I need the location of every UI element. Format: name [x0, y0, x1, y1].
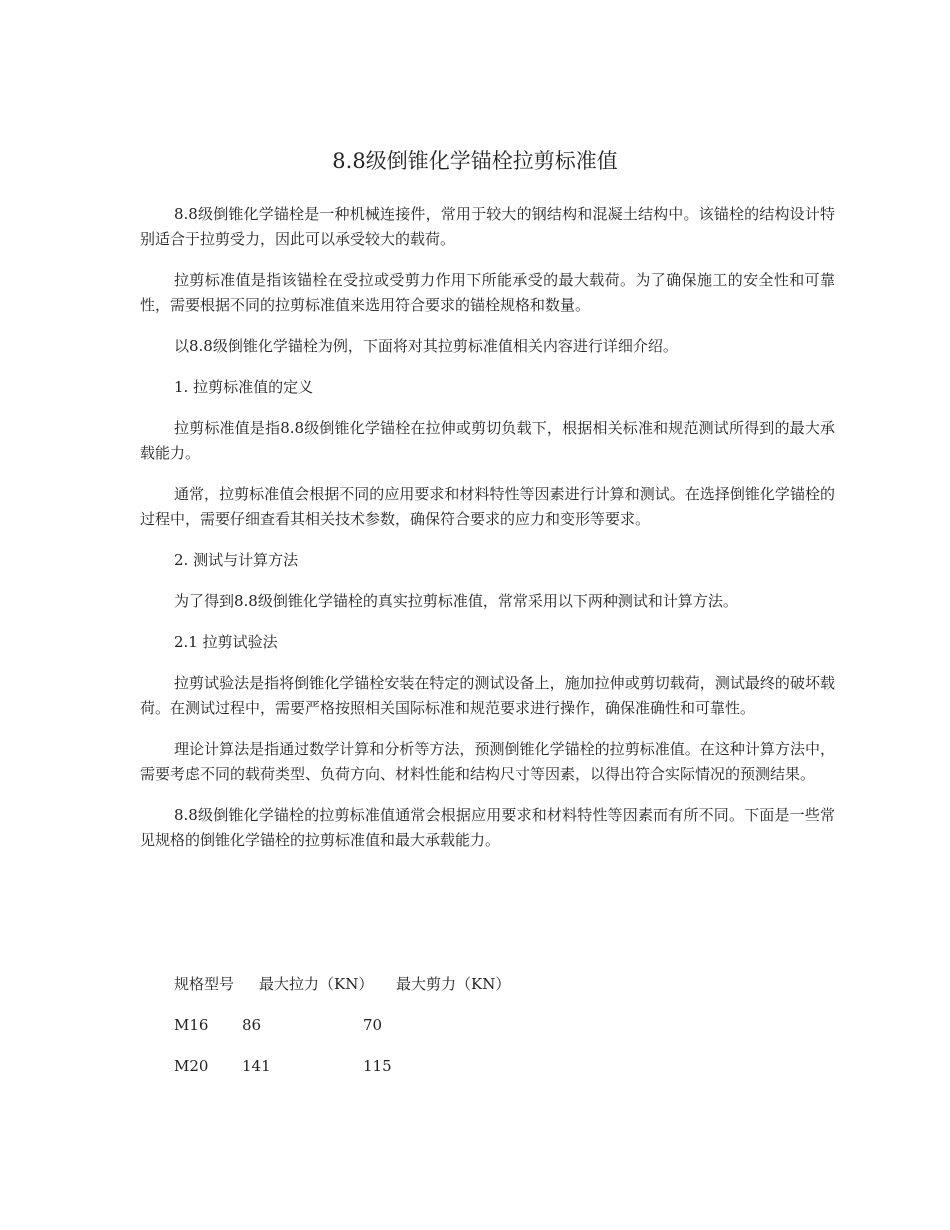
table-header-max-shear: 最大剪力（KN） — [396, 975, 511, 993]
table-cell-model: M16 — [174, 1016, 209, 1034]
table-header-model: 规格型号 — [174, 975, 235, 993]
paragraph-selection: 通常，拉剪标准值会根据不同的应用要求和材料特性等因素进行计算和测试。在选择倒锥化学锚栓的过程中，需要仔细查看其相关技术参数，确保符合要求的应力和变形等要求。 — [140, 485, 835, 528]
paragraph-table-intro: 8.8级倒锥化学锚栓的拉剪标准值通常会根据应用要求和材料特性等因素而有所不同。下面是一些常见规格的倒锥化学锚栓的拉剪标准值和最大承载能力。 — [140, 806, 835, 849]
paragraph-intro: 8.8级倒锥化学锚栓是一种机械连接件，常用于较大的钢结构和混凝土结构中。该锚栓的结构设计特别适合于拉剪受力，因此可以承受较大的载荷。 — [140, 205, 835, 248]
document-body — [140, 202, 835, 869]
section-2-heading: 2. 测试与计算方法 — [174, 551, 299, 569]
document-title: 8.8级倒锥化学锚栓拉剪标准值 — [332, 149, 618, 173]
section-2-1-heading: 2.1 拉剪试验法 — [174, 633, 278, 651]
paragraph-purpose: 拉剪标准值是指该锚栓在受拉或受剪力作用下所能承受的最大载荷。为了确保施工的安全性和可靠性，需要根据不同的拉剪标准值来选用符合要求的锚栓规格和数量。 — [140, 271, 835, 314]
table-cell-max-tension: 86 — [242, 1016, 262, 1034]
paragraph-overview: 以8.8级倒锥化学锚栓为例，下面将对其拉剪标准值相关内容进行详细介绍。 — [174, 337, 678, 355]
table-header-max-tension: 最大拉力（KN） — [259, 975, 374, 993]
table-cell-model: M20 — [174, 1057, 209, 1075]
paragraph-theory-method: 理论计算法是指通过数学计算和分析等方法，预测倒锥化学锚栓的拉剪标准值。在这种计算方法中，需要考虑不同的载荷类型、负荷方向、材料性能和结构尺寸等因素，以得出符合实际情况的预测结果。 — [140, 740, 835, 783]
table-cell-max-tension: 141 — [242, 1057, 271, 1075]
paragraph-definition: 拉剪标准值是指8.8级倒锥化学锚栓在拉伸或剪切负载下，根据相关标准和规范测试所得到的最大承载能力。 — [140, 419, 835, 462]
table-cell-max-shear: 115 — [363, 1057, 392, 1075]
section-1-heading: 1. 拉剪标准值的定义 — [174, 378, 314, 396]
paragraph-methods-intro: 为了得到8.8级倒锥化学锚栓的真实拉剪标准值，常常采用以下两种测试和计算方法。 — [174, 592, 738, 610]
table-cell-max-shear: 70 — [363, 1016, 383, 1034]
paragraph-test-method: 拉剪试验法是指将倒锥化学锚栓安装在特定的测试设备上，施加拉伸或剪切载荷，测试最终的破坏载荷。在测试过程中，需要严格按照相关国际标准和规范要求进行操作，确保准确性和可靠性。 — [140, 674, 835, 717]
